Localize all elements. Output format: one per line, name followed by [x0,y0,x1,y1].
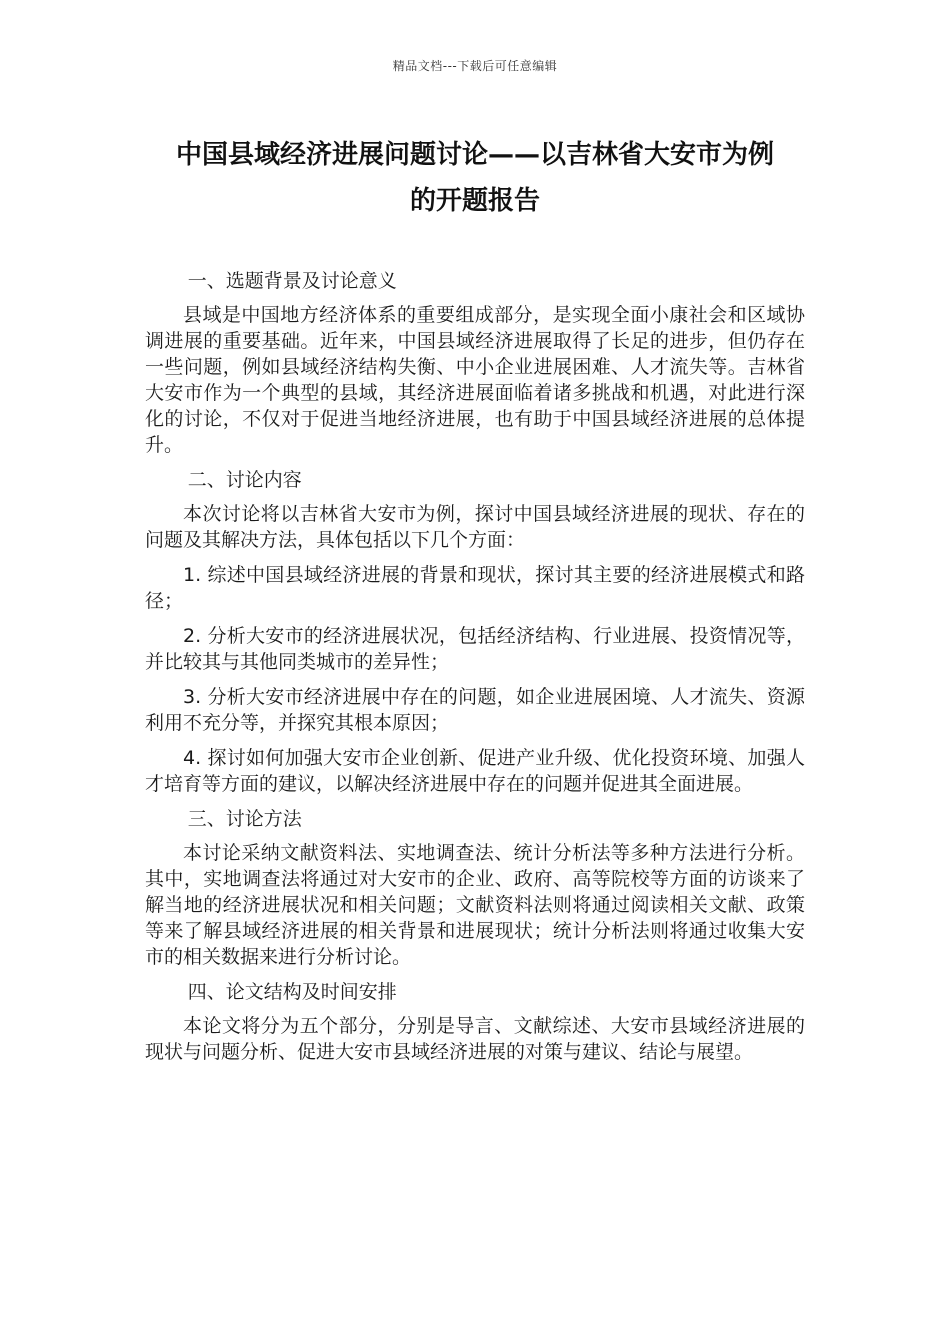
paragraph: 县域是中国地方经济体系的重要组成部分，是实现全面小康社会和区域协调进展的重要基础。近年来，中国县域经济进展取得了长足的进步，但仍存在一些问题，例如县域经济结构失衡、中小企业进展困难、人才流失等。吉林省大安市作为一个典型的县域，其经济进展面临着诸多挑战和机遇，对此进行深化的讨论，不仅对于促进当地经济进展，也有助于中国县域经济进展的总体提升。 [145,304,805,456]
section-heading-method: 三、讨论方法 [187,808,302,830]
title-line-2: 的开题报告 [409,186,540,216]
list-item: 3. 分析大安市经济进展中存在的问题，如企业进展困境、人才流失、资源利用不充分等，并探究其根本原因； [145,686,805,734]
section-heading-background: 一、选题背景及讨论意义 [187,270,397,292]
list-item: 2. 分析大安市的经济进展状况，包括经济结构、行业进展、投资情况等，并比较其与其他同类城市的差异性； [145,625,805,673]
list-item: 1. 综述中国县域经济进展的背景和现状，探讨其主要的经济进展模式和路径； [145,564,805,612]
section-heading-structure: 四、论文结构及时间安排 [187,981,397,1003]
document-body [145,268,805,1074]
document-title [135,132,815,224]
section-heading-content: 二、讨论内容 [187,469,302,491]
paragraph: 本论文将分为五个部分，分别是导言、文献综述、大安市县域经济进展的现状与问题分析、促进大安市县域经济进展的对策与建议、结论与展望。 [145,1015,805,1063]
paragraph: 本讨论采纳文献资料法、实地调查法、统计分析法等多种方法进行分析。其中，实地调查法将通过对大安市的企业、政府、高等院校等方面的访谈来了解当地的经济进展状况和相关问题；文献资料法则将通过阅读相关文献、政策等来了解县域经济进展的相关背景和进展现状；统计分析法则将通过收集大安市的相关数据来进行分析讨论。 [145,842,805,968]
header-note: 精品文档---下载后可任意编辑 [392,59,558,73]
title-line-1: 中国县域经济进展问题讨论——以吉林省大安市为例 [175,140,774,170]
list-item: 4. 探讨如何加强大安市企业创新、促进产业升级、优化投资环境、加强人才培育等方面的建议，以解决经济进展中存在的问题并促进其全面进展。 [145,747,805,795]
paragraph: 本次讨论将以吉林省大安市为例，探讨中国县域经济进展的现状、存在的问题及其解决方法，具体包括以下几个方面： [145,503,805,551]
